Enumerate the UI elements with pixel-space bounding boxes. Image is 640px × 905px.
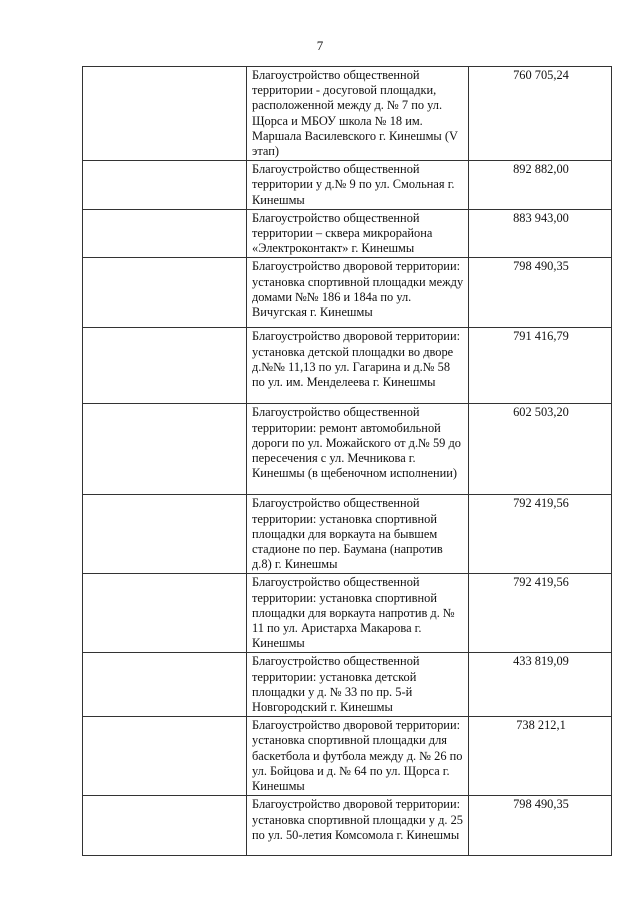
project-description: Благоустройство общественной территории - досуговой площадки, расположенной между д. № 7 по ул. Щорса и МБОУ школа № 18 им. Маршала Василевского г. Кинешмы (V этап) [247, 67, 469, 161]
empty-cell [83, 574, 247, 653]
project-amount: 792 419,56 [469, 574, 612, 653]
table-row [83, 328, 612, 404]
table-row [83, 161, 612, 210]
table-row [83, 495, 612, 574]
empty-cell [83, 653, 247, 717]
table-row [83, 67, 612, 161]
empty-cell [83, 328, 247, 404]
project-amount: 602 503,20 [469, 404, 612, 495]
empty-cell [83, 161, 247, 210]
project-amount: 791 416,79 [469, 328, 612, 404]
project-amount: 738 212,1 [469, 717, 612, 796]
project-description: Благоустройство дворовой территории: установка спортивной площадки между домами №№ 186 и 184а по ул. Вичугская г. Кинешмы [247, 258, 469, 328]
table-row [83, 209, 612, 258]
empty-cell [83, 404, 247, 495]
project-description: Благоустройство общественной территории: установка спортивной площадки для воркаута напротив д. № 11 по ул. Аристарха Макарова г. Кинешмы [247, 574, 469, 653]
empty-cell [83, 258, 247, 328]
project-amount: 798 490,35 [469, 258, 612, 328]
project-description: Благоустройство общественной территории – сквера микрорайона «Электроконтакт» г. Кинешмы [247, 209, 469, 258]
table-row [83, 404, 612, 495]
table-row [83, 258, 612, 328]
table-row [83, 653, 612, 717]
page-number: 7 [316, 38, 324, 53]
project-amount: 792 419,56 [469, 495, 612, 574]
project-description: Благоустройство общественной территории: ремонт автомобильной дороги по ул. Можайского от д.№ 59 до пересечения с ул. Мечникова г. Кинешмы (в щебеночном исполнении) [247, 404, 469, 495]
table-row [83, 717, 612, 796]
project-amount: 892 882,00 [469, 161, 612, 210]
empty-cell [83, 495, 247, 574]
projects-table [82, 66, 612, 856]
table-row [83, 796, 612, 856]
project-amount: 798 490,35 [469, 796, 612, 856]
project-description: Благоустройство общественной территории у д.№ 9 по ул. Смольная г. Кинешмы [247, 161, 469, 210]
project-description: Благоустройство дворовой территории: установка спортивной площадки у д. 25 по ул. 50-летия Комсомола г. Кинешмы [247, 796, 469, 856]
empty-cell [83, 209, 247, 258]
project-amount: 883 943,00 [469, 209, 612, 258]
project-amount: 433 819,09 [469, 653, 612, 717]
project-amount: 760 705,24 [469, 67, 612, 161]
project-description: Благоустройство дворовой территории: установка детской площадки во дворе д.№№ 11,13 по ул. Гагарина и д.№ 58 по ул. им. Менделеева г. Кинешмы [247, 328, 469, 404]
empty-cell [83, 67, 247, 161]
empty-cell [83, 717, 247, 796]
project-description: Благоустройство дворовой территории: установка спортивной площадки для баскетбола и футбола между д. № 26 по ул. Бойцова и д. № 64 по ул. Щорса г. Кинешмы [247, 717, 469, 796]
project-description: Благоустройство общественной территории: установка детской площадки у д. № 33 по пр. 5-й Новгородский г. Кинешмы [247, 653, 469, 717]
project-description: Благоустройство общественной территории: установка спортивной площадки для воркаута на бывшем стадионе по пер. Баумана (напротив д.8) г. Кинешмы [247, 495, 469, 574]
table-row [83, 574, 612, 653]
empty-cell [83, 796, 247, 856]
